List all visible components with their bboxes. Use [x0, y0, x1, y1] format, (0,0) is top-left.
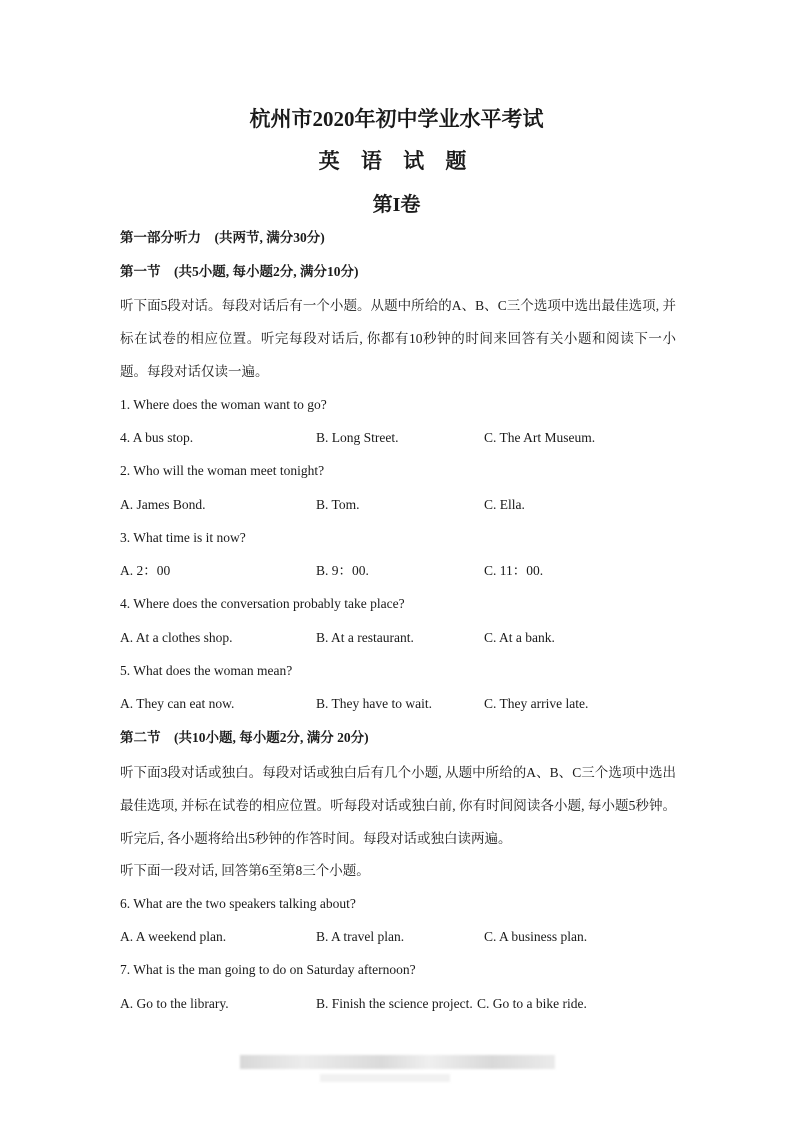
option-c: C. They arrive late.: [484, 696, 589, 711]
part-heading: 第一部分听力 (共两节, 满分30分): [120, 230, 325, 245]
question-2-options: [120, 495, 680, 515]
option-a: A. They can eat now.: [120, 696, 235, 711]
option-a: A. 2：00: [120, 563, 171, 578]
option-c: C. At a bank.: [484, 630, 555, 645]
blurred-footer-secondary: [320, 1074, 450, 1082]
option-a: A. James Bond.: [120, 497, 206, 512]
option-a: A. A weekend plan.: [120, 929, 227, 944]
question-5-options: [120, 694, 680, 714]
section1-heading: 第一节 (共5小题, 每小题2分, 满分10分): [120, 264, 359, 279]
question-7-options: [120, 994, 680, 1014]
question-4: 4. Where does the conversation probably take place?: [120, 596, 405, 611]
volume-label: 第I卷: [372, 194, 421, 216]
question-1-options: [120, 428, 680, 448]
question-4-options: [120, 628, 680, 648]
option-b: B. Tom.: [316, 497, 360, 512]
question-3: 3. What time is it now?: [120, 530, 246, 545]
option-b: B. Finish the science project.: [316, 996, 473, 1011]
option-a: A. Go to the library.: [120, 996, 229, 1011]
option-b: B. At a restaurant.: [316, 630, 414, 645]
section2-instructions: 听下面3段对话或独白。每段对话或独白后有几个小题, 从题中所给的A、B、C三个选项中选出最佳选项, 并标在试卷的相应位置。听每段对话或独白前, 你有时间阅读各小题, 每小题5秒钟。听完后, 各小题将给出5秒钟的作答时间。每段对话或独白读两遍。: [120, 765, 676, 846]
option-b: B. They have to wait.: [316, 696, 432, 711]
option-c: C. A business plan.: [484, 929, 588, 944]
question-1: 1. Where does the woman want to go?: [120, 397, 327, 412]
exam-subtitle: 英 语 试 题: [318, 149, 475, 173]
option-c: C. Go to a bike ride.: [477, 996, 587, 1011]
option-b: B. A travel plan.: [316, 929, 405, 944]
question-6: 6. What are the two speakers talking about?: [120, 896, 356, 911]
option-b: B. 9：00.: [316, 563, 369, 578]
option-b: B. Long Street.: [316, 430, 399, 445]
option-c: C. Ella.: [484, 497, 525, 512]
blurred-footer: [240, 1055, 555, 1069]
dialog-intro: 听下面一段对话, 回答第6至第8三个小题。: [120, 863, 370, 878]
section1-instructions: 听下面5段对话。每段对话后有一个小题。从题中所给的A、B、C三个选项中选出最佳选项, 并标在试卷的相应位置。听完每段对话后, 你都有10秒钟的时间来回答有关小题和阅读下一小题。每段对话仅读一遍。: [120, 298, 676, 379]
option-c: C. The Art Museum.: [484, 430, 596, 445]
question-5: 5. What does the woman mean?: [120, 663, 293, 678]
option-c: C. 11：00.: [484, 563, 544, 578]
question-6-options: [120, 927, 680, 947]
option-a: 4. A bus stop.: [120, 430, 194, 445]
option-a: A. At a clothes shop.: [120, 630, 233, 645]
section2-heading: 第二节 (共10小题, 每小题2分, 满分 20分): [120, 730, 369, 745]
question-3-options: [120, 561, 680, 581]
exam-title: 杭州市2020年初中学业水平考试: [249, 107, 544, 131]
question-2: 2. Who will the woman meet tonight?: [120, 463, 325, 478]
question-7: 7. What is the man going to do on Saturday afternoon?: [120, 962, 416, 977]
